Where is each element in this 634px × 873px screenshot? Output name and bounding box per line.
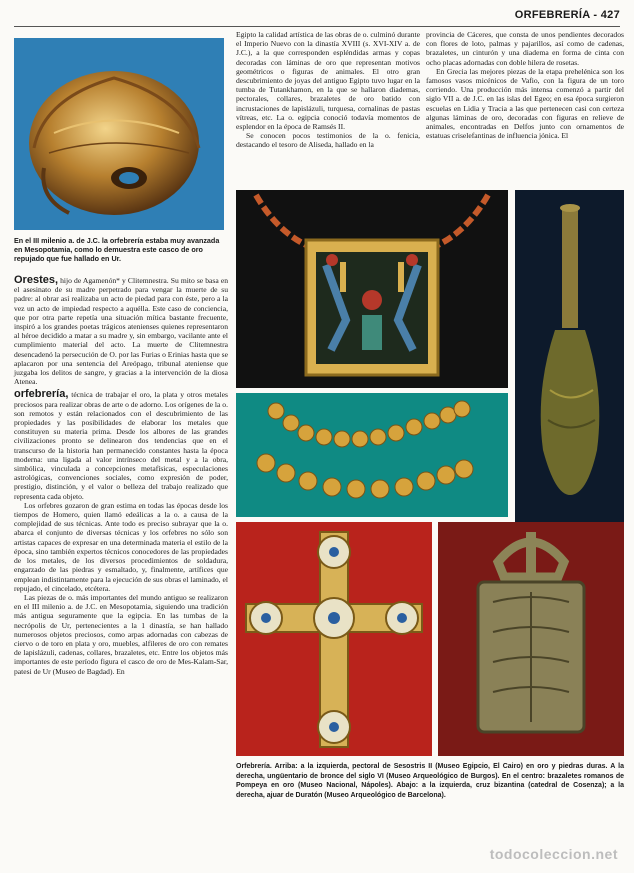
- entry-orfebreria-text: técnica de trabajar el oro, la plata y otros metales preciosos para realizar obras de arte o de adorno. Los orígenes de la o. son remotos y están relacionados con el descubrimiento de las propiedades y las posibilidades de elaborar los metales que constituyen su materia prima. Desde los albores de las grandes civilizaciones pronto se delinearon dos tendencias que en el transcurso de la historia han permanecido constantes hasta la época moderna: una ligada al valor intrínseco del metal y a la obra, simbólica, vinculada a concepciones metafísicas, especulaciones astrológicas, convenciones sociales, como expresión de poder, prestigio, distinción, y el valor o belleza del trabajo realizado que representa cada objeto.: [14, 390, 228, 501]
- pectoral-photo: [236, 190, 508, 388]
- right-column: [426, 30, 624, 140]
- middle-column: [236, 30, 420, 150]
- middle-paragraph-2: Se conocen pocos testimonios de la o. fenicia, destacando el tesoro de Aliseda, hallado en la: [236, 131, 420, 150]
- entry-orestes-term: Orestes,: [14, 274, 59, 286]
- page-number: 427: [600, 9, 620, 21]
- middle-paragraph-1: Egipto la calidad artística de las obras de o. culminó durante el Imperio Nuevo con la dinastía XVIII (s. XVI-XIV a. de J.C.), a la que corresponden espléndidas armas y copas decoradas con láminas de oro que representan motivos geométricos o figuras de animales. El otro gran descubrimiento de joyas del antiguo Egipto tuvo lugar en la tumba de Tutankhamon, en la que se hallaron diademas, pectorales, collares, brazaletes de oro batido con incrustaciones de lapislázuli, turquesa, cornalinas de pastas vítreas, etc. La o. egipcia conoció todavía momentos de esplendor en la época de Ramsés II.: [236, 30, 420, 132]
- bottom-caption: Orfebrería. Arriba: a la izquierda, pectoral de Sesostris II (Museo Egipcio, El Cairo) en oro y piedras duras. A la derecha, ungüentario de bronce del siglo VI (Museo Arqueológico de Burgos). En el centro: brazaletes romanos de Pompeya en oro (Museo Nacional, Nápoles). Abajo: a la izquierda, cruz bizantina (catedral de Cosenza); a la derecha, ajuar de Duratón (Museo Arqueológico de Barcelona).: [236, 763, 624, 799]
- gold-helmet-photo: [14, 38, 224, 230]
- right-paragraph-1: provincia de Cáceres, que consta de unos pendientes decorados con flores de loto, palmas y pajarillos, así como de cadenas, brazaletes, un cinturón y una diadema en forma de cinta con ocho placas adornadas con doble hilera de rosetas.: [426, 30, 624, 67]
- page-header: ORFEBRERÍA - 427: [514, 9, 620, 21]
- right-paragraph-2: En Grecia las mejores piezas de la etapa prehelénica son los famosos vasos micénicos de Vafio, con la figura de un toro corriendo. Una producción más intensa comenzó a partir del siglo VII a. de J.C. en las islas del Egeo; en esa época surgieron escuelas en Lidia y Tracia a las que pertenecen casi con certeza algunas láminas de oro, decoradas con figuras en relieve de animales, encontradas en Delfos junto con ornamentos de estatuas criselefantinas de influencia jónica. El: [426, 66, 624, 141]
- bracelets-photo: [236, 393, 508, 517]
- byzantine-cross-photo: [236, 522, 432, 756]
- watermark: todocoleccion.net: [489, 846, 618, 862]
- entry-orestes-text: hijo de Agamenón* y Clitemnestra. Su mito se basa en el asesinato de su madre perpetrado para vengar la muerte de su padre: al obrar así realizaba un acto de piedad para con éste, pero a la vez un acto de impiedad respecto a aquélla. Este caso de conciencia, que por otra parte repetía una situación mítica bastante frecuente, inspiró a los grandes poetas trágicos atenienses quienes representaron al héroe decidido a matar a su madre y, sin embargo, vacilante ante el cumplimiento material del acto. La muerte de Clitemnestra desencadenó la persecución de O. por las Furias o Erinias hasta que se aplacaron por una sentencia del Areópago, tribunal ateniense que juzgaba los delitos de sangre, y gracias a la intervención de la diosa Atenea.: [14, 276, 228, 387]
- buckle-photo: [438, 522, 624, 756]
- section-title: ORFEBRERÍA: [514, 9, 591, 21]
- paragraph-3: Las piezas de o. más importantes del mundo antiguo se realizaron en el III milenio a. de J.C. en Mesopotamia, siguiendo una tradición más antigua seguramente que la egipcia. En las tumbas de la necrópolis de Ur, pertenecientes a la 1 dinastía, se han hallado numerosos objetos preciosos, como arpas adornadas con cabezas de ciervo o de toro en plata y oro, muebles, alfileres de oro con remates de lapislázuli, cadenas, collares, brazaletes, etc. Entre los objetos más importantes de este período figura el casco de oro de Mes-Kalam-Sar, patesi de Ur (Museo de Bagdad). En: [14, 592, 228, 676]
- left-column: [14, 276, 228, 676]
- unguent-bottle-photo: [515, 190, 624, 522]
- header-rule: [14, 26, 620, 27]
- entry-orfebreria-term: orfebrería,: [14, 388, 69, 401]
- paragraph-2: Los orfebres gozaron de gran estima en todas las épocas desde los tiempos de Homero, quien llamó edeálicas a la o. a causa de la complejidad de sus técnicas. Ante todo es preciso subrayar que la o. abarca el conjunto de diversas técnicas y los orfebres no sólo son artistas capaces de expresar en una determinada materia el estilo de la época, sino también expertos técnicos conocedores de las propiedades de los metales, de los diversos procedimientos de soldadura, engarzado de las piedras y esmaltado, y, finalmente, artífices que emplean indistintamente para la ejecución de sus obras el laminado, el repujado, el cincelado, etcétera.: [14, 500, 228, 593]
- helmet-caption: En el III milenio a. de J.C. la orfebrería estaba muy avanzada en Mesopotamia, como lo demuestra este casco de oro repujado que fue hallado en Ur.: [14, 236, 220, 263]
